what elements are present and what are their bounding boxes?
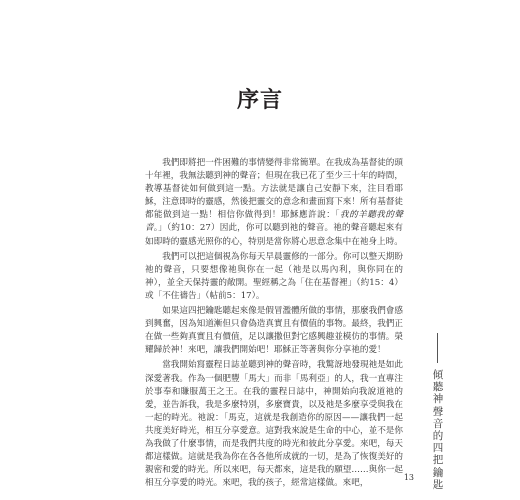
page-title: 序言	[236, 87, 283, 113]
running-book-title: 傾聽神聲音的四把鑰匙	[432, 369, 444, 491]
body-text	[145, 157, 403, 492]
paragraph-4: 當我開始寫靈程日誌並聽到神的聲音時，我驚訝地發現祂是如此深愛著我。作為一個肥豐「馬大」而非「馬利亞」的人，我一直專注於事奉和賺服萬王之王。在我的靈程日誌中，神開始向我說道祂的愛，並告訴我，我是多麼特別，多麼寶貴，以及祂是多麼享受與我在一起的時光。祂說：「馬克，這就是我創造你的原因——讓我們一起共度美好時光，相互分享愛意。這對我來說是生命的中心，並不是你為我做了什麼事情，而是我們共度的時光和彼此分享愛。來吧，每天都這樣做。這就是我為你在各各他所成就的一切，是為了恢復美好的親密和愛的時光。所以來吧，每天都來，這是我的願望……與你一起相互分享愛的時光。來吧，我的孩子，經常這樣做。來吧，	[145, 360, 403, 489]
paragraph-3: 如果這四把鑰匙聽起來像是假冒濫體所做的事情，那麼我們會感到興奮，因為知道漸但只會偽造真實且有價值的事物。最終，我們正在做一些夠真實且有價值，足以讓撒但對它感興趣並模仿的事情。榮耀歸於神！來吧，讓我們開始吧！耶穌正等著與你分享祂的愛！	[145, 306, 403, 356]
paragraph-1: 我們即將把一件困難的事情變得非常簡單。在我成為基督徒的頭十年裡，我無法聽到神的聲音；但現在我已花了至少三十年的時間，教導基督徒如何做到這一點。方法就是讓自己安靜下來，注目看耶穌，注意即時的靈感，然後把靈交的意念和畫面寫下來！所有基督徒都能做到這一點！相信你做得到！耶穌應許說：「我的羊聽我的聲音。」（約10：27）因此，你可以聽到祂的聲音。祂的聲音聽起來有如即時的靈感光照你的心，特別是當你將心思意念集中在祂身上時。	[145, 158, 403, 247]
paragraph-2: 我們可以把這個視為你每天早晨靈修的一部分。你可以整天期盼祂的聲音，只要想像祂與你在一起（祂是以馬內利，與你同在的神），並全天保持靈的敞開。聖經稱之為「住在基督裡」（約15：4）或「不住禱告」（帖前5：17）。	[145, 251, 403, 301]
side-divider-line	[437, 333, 438, 363]
paragraph-1-text: 我們即將把一件困難的事情變得非常簡單。在我成為基督徒的頭十年裡，我無法聽到神的聲音；但現在我已花了至少三十年的時間，教導基督徒如何做到這一點。方法就是讓自己安靜下來，注目看耶穌，注意即時的靈感，然後把靈交的意念和畫面寫下來！所有基督徒都能做到這一點！相信你做得到！耶穌應許說：	[145, 158, 403, 221]
page-number: 13	[403, 473, 414, 482]
scripture-reference: （約10：27）因此，你可以聽到祂的聲音。祂的聲音聽起來有如即時的靈感光照你的心，特別是當你將心思意念集中在祂身上時。	[145, 223, 403, 247]
scripture-quote: 我的羊聽我的聲音	[145, 210, 403, 234]
